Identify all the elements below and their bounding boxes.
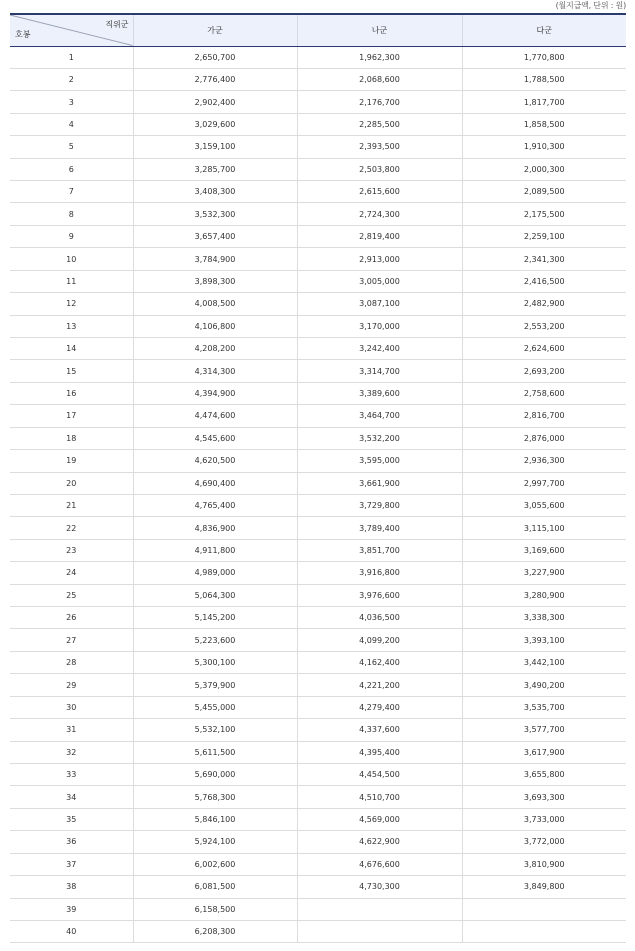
corner-label-position-group: 직위군 — [105, 20, 129, 29]
group-ga-cell: 6,158,500 — [133, 898, 297, 920]
group-da-cell: 1,788,500 — [462, 68, 626, 90]
group-na-cell: 4,279,400 — [297, 696, 462, 718]
group-ga-cell: 3,408,300 — [133, 181, 297, 203]
group-na-cell: 3,729,800 — [297, 494, 462, 516]
step-cell: 36 — [10, 831, 133, 853]
step-cell: 13 — [10, 315, 133, 337]
group-da-cell: 2,816,700 — [462, 405, 626, 427]
group-ga-cell: 4,765,400 — [133, 494, 297, 516]
group-da-cell: 2,259,100 — [462, 225, 626, 247]
step-cell: 9 — [10, 225, 133, 247]
table-row — [10, 270, 626, 292]
group-da-cell: 3,393,100 — [462, 629, 626, 651]
group-da-cell — [462, 898, 626, 920]
step-cell: 1 — [10, 46, 133, 68]
group-na-cell: 3,005,000 — [297, 270, 462, 292]
group-na-cell: 4,730,300 — [297, 876, 462, 898]
group-na-cell: 4,337,600 — [297, 719, 462, 741]
group-da-cell: 3,055,600 — [462, 494, 626, 516]
group-ga-cell: 4,106,800 — [133, 315, 297, 337]
group-na-cell — [297, 920, 462, 942]
step-cell: 27 — [10, 629, 133, 651]
table-row — [10, 831, 626, 853]
table-row — [10, 136, 626, 158]
group-na-cell: 2,176,700 — [297, 91, 462, 113]
group-da-cell: 3,617,900 — [462, 741, 626, 763]
column-header-group-da: 다군 — [462, 14, 626, 46]
group-na-cell: 4,221,200 — [297, 674, 462, 696]
group-na-cell: 2,393,500 — [297, 136, 462, 158]
group-ga-cell: 5,611,500 — [133, 741, 297, 763]
table-row — [10, 248, 626, 270]
corner-label-step: 호봉 — [15, 29, 31, 39]
column-header-group-ga: 가군 — [133, 14, 297, 46]
group-da-cell: 2,416,500 — [462, 270, 626, 292]
step-cell: 5 — [10, 136, 133, 158]
step-cell: 30 — [10, 696, 133, 718]
step-cell: 10 — [10, 248, 133, 270]
group-na-cell: 4,099,200 — [297, 629, 462, 651]
group-na-cell: 4,622,900 — [297, 831, 462, 853]
group-da-cell: 2,553,200 — [462, 315, 626, 337]
step-cell: 37 — [10, 853, 133, 875]
group-da-cell: 2,175,500 — [462, 203, 626, 225]
group-da-cell: 3,655,800 — [462, 764, 626, 786]
table-row — [10, 607, 626, 629]
table-row — [10, 405, 626, 427]
group-na-cell — [297, 898, 462, 920]
step-cell: 7 — [10, 181, 133, 203]
group-da-cell: 3,115,100 — [462, 517, 626, 539]
step-cell: 34 — [10, 786, 133, 808]
group-ga-cell: 4,620,500 — [133, 450, 297, 472]
group-da-cell: 2,936,300 — [462, 450, 626, 472]
group-da-cell: 3,338,300 — [462, 607, 626, 629]
step-cell: 17 — [10, 405, 133, 427]
group-da-cell: 2,624,600 — [462, 337, 626, 359]
group-da-cell: 2,089,500 — [462, 181, 626, 203]
table-row — [10, 315, 626, 337]
step-cell: 32 — [10, 741, 133, 763]
group-na-cell: 3,916,800 — [297, 562, 462, 584]
group-da-cell: 3,772,000 — [462, 831, 626, 853]
table-row — [10, 472, 626, 494]
group-na-cell: 3,595,000 — [297, 450, 462, 472]
group-ga-cell: 4,008,500 — [133, 293, 297, 315]
group-ga-cell: 5,379,900 — [133, 674, 297, 696]
step-cell: 4 — [10, 113, 133, 135]
group-na-cell: 2,068,600 — [297, 68, 462, 90]
group-da-cell: 3,693,300 — [462, 786, 626, 808]
table-row — [10, 696, 626, 718]
group-da-cell: 3,280,900 — [462, 584, 626, 606]
table-row — [10, 293, 626, 315]
table-row — [10, 46, 626, 68]
step-cell: 26 — [10, 607, 133, 629]
group-ga-cell: 5,768,300 — [133, 786, 297, 808]
group-da-cell: 2,482,900 — [462, 293, 626, 315]
table-row — [10, 360, 626, 382]
group-da-cell: 3,227,900 — [462, 562, 626, 584]
group-na-cell: 2,285,500 — [297, 113, 462, 135]
group-ga-cell: 3,532,300 — [133, 203, 297, 225]
table-row — [10, 494, 626, 516]
group-ga-cell: 4,690,400 — [133, 472, 297, 494]
step-cell: 11 — [10, 270, 133, 292]
table-row — [10, 876, 626, 898]
step-cell: 40 — [10, 920, 133, 942]
group-ga-cell: 4,836,900 — [133, 517, 297, 539]
group-ga-cell: 3,784,900 — [133, 248, 297, 270]
table-row — [10, 337, 626, 359]
table-row — [10, 225, 626, 247]
step-cell: 39 — [10, 898, 133, 920]
step-cell: 33 — [10, 764, 133, 786]
step-cell: 38 — [10, 876, 133, 898]
group-da-cell: 2,758,600 — [462, 382, 626, 404]
group-ga-cell: 5,145,200 — [133, 607, 297, 629]
group-ga-cell: 2,776,400 — [133, 68, 297, 90]
table-row — [10, 719, 626, 741]
group-ga-cell: 4,989,000 — [133, 562, 297, 584]
group-na-cell: 4,162,400 — [297, 651, 462, 673]
group-na-cell: 3,170,000 — [297, 315, 462, 337]
group-ga-cell: 6,002,600 — [133, 853, 297, 875]
group-ga-cell: 5,300,100 — [133, 651, 297, 673]
group-ga-cell: 4,314,300 — [133, 360, 297, 382]
table-row — [10, 764, 626, 786]
table-row — [10, 741, 626, 763]
group-ga-cell: 2,902,400 — [133, 91, 297, 113]
group-na-cell: 4,395,400 — [297, 741, 462, 763]
step-cell: 21 — [10, 494, 133, 516]
group-na-cell: 2,503,800 — [297, 158, 462, 180]
group-na-cell: 3,532,200 — [297, 427, 462, 449]
group-da-cell: 1,910,300 — [462, 136, 626, 158]
step-cell: 31 — [10, 719, 133, 741]
corner-header-cell — [10, 14, 133, 46]
group-na-cell: 3,389,600 — [297, 382, 462, 404]
group-da-cell: 2,000,300 — [462, 158, 626, 180]
step-cell: 19 — [10, 450, 133, 472]
group-ga-cell: 5,532,100 — [133, 719, 297, 741]
step-cell: 8 — [10, 203, 133, 225]
group-da-cell: 3,169,600 — [462, 539, 626, 561]
step-cell: 15 — [10, 360, 133, 382]
group-ga-cell: 5,223,600 — [133, 629, 297, 651]
group-ga-cell: 3,029,600 — [133, 113, 297, 135]
group-na-cell: 3,314,700 — [297, 360, 462, 382]
table-row — [10, 91, 626, 113]
group-da-cell: 2,997,700 — [462, 472, 626, 494]
group-ga-cell: 3,898,300 — [133, 270, 297, 292]
group-na-cell: 1,962,300 — [297, 46, 462, 68]
table-row — [10, 651, 626, 673]
step-cell: 20 — [10, 472, 133, 494]
column-header-group-na: 나군 — [297, 14, 462, 46]
group-da-cell: 3,810,900 — [462, 853, 626, 875]
table-row — [10, 853, 626, 875]
group-na-cell: 3,242,400 — [297, 337, 462, 359]
table-row — [10, 584, 626, 606]
group-ga-cell: 5,455,000 — [133, 696, 297, 718]
group-ga-cell: 3,657,400 — [133, 225, 297, 247]
group-ga-cell: 5,846,100 — [133, 808, 297, 830]
step-cell: 24 — [10, 562, 133, 584]
group-ga-cell: 5,064,300 — [133, 584, 297, 606]
table-row — [10, 786, 626, 808]
group-na-cell: 2,724,300 — [297, 203, 462, 225]
group-da-cell: 3,733,000 — [462, 808, 626, 830]
step-cell: 16 — [10, 382, 133, 404]
group-na-cell: 3,661,900 — [297, 472, 462, 494]
group-na-cell: 3,976,600 — [297, 584, 462, 606]
group-da-cell: 3,577,700 — [462, 719, 626, 741]
group-na-cell: 3,087,100 — [297, 293, 462, 315]
group-ga-cell: 4,545,600 — [133, 427, 297, 449]
step-cell: 12 — [10, 293, 133, 315]
group-da-cell: 2,876,000 — [462, 427, 626, 449]
group-da-cell: 3,849,800 — [462, 876, 626, 898]
table-row — [10, 450, 626, 472]
group-da-cell: 1,817,700 — [462, 91, 626, 113]
group-ga-cell: 5,924,100 — [133, 831, 297, 853]
table-row — [10, 898, 626, 920]
group-na-cell: 2,913,000 — [297, 248, 462, 270]
step-cell: 23 — [10, 539, 133, 561]
group-ga-cell: 6,081,500 — [133, 876, 297, 898]
table-row — [10, 113, 626, 135]
group-ga-cell: 4,911,800 — [133, 539, 297, 561]
group-ga-cell: 3,159,100 — [133, 136, 297, 158]
group-na-cell: 3,851,700 — [297, 539, 462, 561]
step-cell: 22 — [10, 517, 133, 539]
group-ga-cell: 4,208,200 — [133, 337, 297, 359]
group-na-cell: 4,676,600 — [297, 853, 462, 875]
group-na-cell: 2,819,400 — [297, 225, 462, 247]
step-cell: 6 — [10, 158, 133, 180]
table-row — [10, 920, 626, 942]
table-row — [10, 808, 626, 830]
salary-table — [10, 13, 626, 943]
group-ga-cell: 4,394,900 — [133, 382, 297, 404]
group-na-cell: 4,510,700 — [297, 786, 462, 808]
table-row — [10, 517, 626, 539]
step-cell: 35 — [10, 808, 133, 830]
unit-caption: (월지급액, 단위 : 원) — [555, 1, 626, 10]
table-row — [10, 674, 626, 696]
group-na-cell: 4,454,500 — [297, 764, 462, 786]
step-cell: 14 — [10, 337, 133, 359]
group-na-cell: 3,789,400 — [297, 517, 462, 539]
step-cell: 2 — [10, 68, 133, 90]
table-row — [10, 181, 626, 203]
step-cell: 29 — [10, 674, 133, 696]
group-da-cell: 1,858,500 — [462, 113, 626, 135]
table-row — [10, 382, 626, 404]
table-body — [10, 46, 626, 943]
group-ga-cell: 5,690,000 — [133, 764, 297, 786]
step-cell: 18 — [10, 427, 133, 449]
step-cell: 25 — [10, 584, 133, 606]
group-na-cell: 4,569,000 — [297, 808, 462, 830]
table-row — [10, 562, 626, 584]
group-da-cell: 1,770,800 — [462, 46, 626, 68]
group-da-cell: 2,341,300 — [462, 248, 626, 270]
group-da-cell: 3,535,700 — [462, 696, 626, 718]
group-na-cell: 2,615,600 — [297, 181, 462, 203]
step-cell: 28 — [10, 651, 133, 673]
group-na-cell: 4,036,500 — [297, 607, 462, 629]
step-cell: 3 — [10, 91, 133, 113]
header-row — [10, 14, 626, 46]
group-na-cell: 3,464,700 — [297, 405, 462, 427]
table-row — [10, 203, 626, 225]
table-row — [10, 539, 626, 561]
group-da-cell: 3,442,100 — [462, 651, 626, 673]
table-row — [10, 68, 626, 90]
group-ga-cell: 3,285,700 — [133, 158, 297, 180]
group-ga-cell: 4,474,600 — [133, 405, 297, 427]
table-row — [10, 158, 626, 180]
table-row — [10, 427, 626, 449]
group-da-cell: 2,693,200 — [462, 360, 626, 382]
group-ga-cell: 2,650,700 — [133, 46, 297, 68]
group-da-cell — [462, 920, 626, 942]
group-ga-cell: 6,208,300 — [133, 920, 297, 942]
group-da-cell: 3,490,200 — [462, 674, 626, 696]
table-row — [10, 629, 626, 651]
